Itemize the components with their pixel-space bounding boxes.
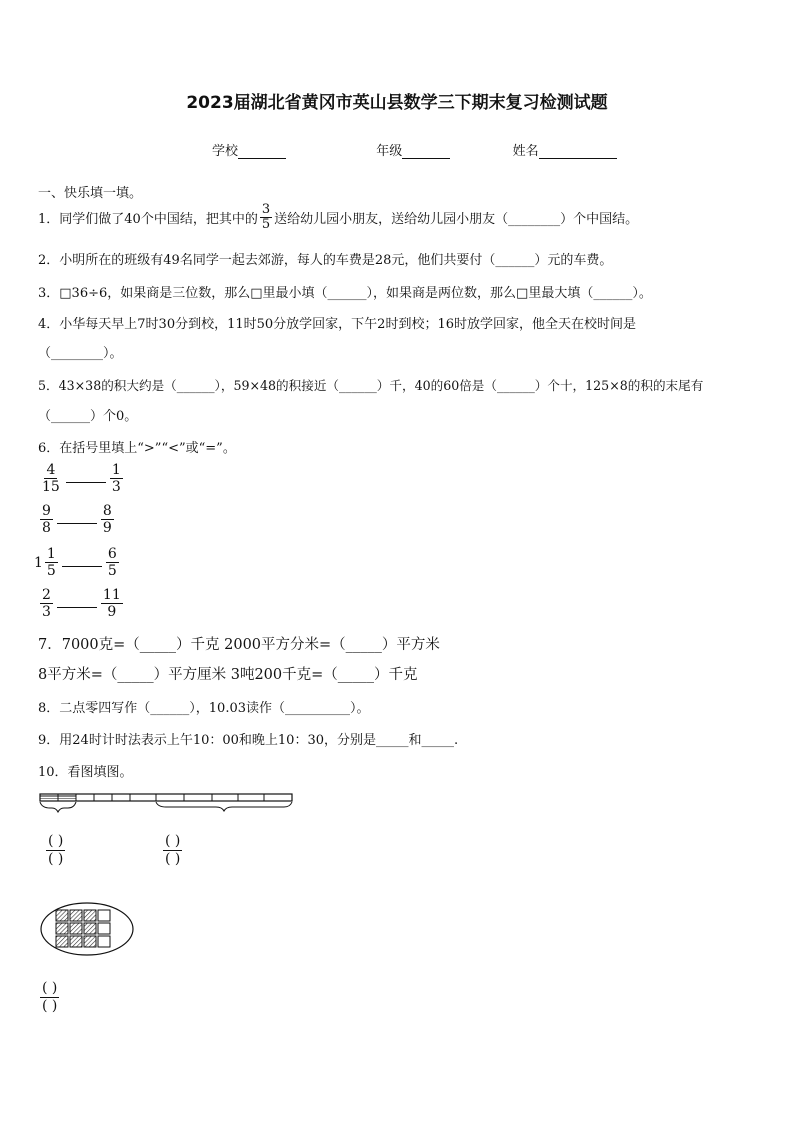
compare-row	[38, 462, 125, 495]
denominator: 3	[111, 479, 121, 495]
numerator: 8	[102, 503, 112, 519]
school-label: 学校	[212, 144, 239, 159]
question-4-line-1: 4．小华每天早上7时30分到校，11时50分放学回家，下午2时到校；16时放学回家，他全天在校时间是	[38, 317, 636, 332]
compare-blank[interactable]	[66, 482, 106, 483]
school-field[interactable]	[238, 144, 286, 159]
denominator: 5	[46, 563, 56, 579]
question-9: 9．用24时计时法表示上午10：00和晚上10：30，分别是_____和_____.	[38, 733, 459, 748]
numerator-blank[interactable]: ( )	[48, 833, 64, 849]
denominator: 9	[107, 604, 117, 620]
numerator: 11	[102, 587, 121, 603]
question-1	[38, 203, 638, 232]
compare-blank[interactable]	[62, 566, 102, 567]
q1-text-post: 送给幼儿园小朋友，送给幼儿园小朋友（________）个中国结。	[274, 212, 639, 227]
left-fraction	[40, 462, 62, 495]
student-info-row	[212, 140, 617, 159]
question-5-line-1: 5．43×38的积大约是（______），59×48的积接近（______）千，40的60倍是（______）个十，125×8的积的末尾有	[38, 378, 704, 393]
left-fraction	[40, 587, 53, 620]
right-fraction	[106, 546, 119, 579]
numerator-blank[interactable]: ( )	[42, 980, 58, 996]
section-heading: 一、快乐填一填。	[38, 186, 143, 201]
compare-row	[38, 587, 125, 620]
answer-fraction-blank[interactable]	[46, 833, 65, 868]
whole-number: 1	[34, 554, 43, 571]
question-7-line-2: 8平方米=（_____）平方厘米 3吨200千克=（_____）千克	[38, 667, 418, 683]
question-10: 10．看图填图。	[38, 765, 133, 780]
numerator: 4	[46, 462, 56, 478]
question-5-line-2: （______）个0。	[38, 409, 138, 424]
question-4-line-2: （________）。	[38, 346, 123, 361]
denominator-blank[interactable]: ( )	[42, 998, 58, 1014]
grade-field[interactable]	[402, 144, 450, 159]
compare-blank[interactable]	[57, 523, 97, 524]
fraction-numerator: 3	[261, 202, 271, 217]
right-fraction	[101, 587, 123, 620]
question-2: 2．小明所在的班级有49名同学一起去郊游，每人的车费是28元，他们共要付（______）元的车费。	[38, 253, 613, 268]
denominator: 15	[42, 479, 60, 495]
numerator: 6	[107, 546, 117, 562]
fraction-denominator: 5	[261, 217, 271, 232]
numerator-blank[interactable]: ( )	[165, 833, 181, 849]
answer-fraction-blank[interactable]	[40, 980, 59, 1015]
numerator: 1	[111, 462, 121, 478]
q1-text-pre: 1．同学们做了40个中国结，把其中的	[38, 212, 258, 227]
oval-grid-figure	[38, 900, 136, 958]
numerator: 2	[42, 587, 51, 603]
right-fraction	[101, 503, 114, 536]
denominator-blank[interactable]: ( )	[165, 851, 181, 867]
question-8: 8．二点零四写作（______），10.03读作（__________）。	[38, 701, 370, 716]
question-7-line-1: 7．7000克=（_____）千克 2000平方分米=（_____）平方米	[38, 637, 440, 653]
denominator: 9	[102, 520, 112, 536]
name-field[interactable]	[539, 144, 617, 159]
question-6: 6．在括号里填上“>”“<”或“=”。	[38, 441, 236, 456]
compare-blank[interactable]	[57, 607, 97, 608]
denominator: 5	[107, 563, 117, 579]
q1-fraction	[260, 203, 272, 232]
denominator: 8	[42, 520, 51, 536]
question-3: 3．□36÷6，如果商是三位数，那么□里最小填（______），如果商是两位数，那么□里最大填（______）。	[38, 286, 652, 301]
name-label: 姓名	[512, 144, 539, 159]
numerator: 1	[46, 546, 56, 562]
denominator-blank[interactable]: ( )	[48, 851, 64, 867]
denominator: 3	[42, 604, 51, 620]
page-title: 2023届湖北省黄冈市英山县数学三下期末复习检测试题	[186, 93, 608, 113]
right-fraction	[110, 462, 123, 495]
compare-row	[34, 546, 121, 579]
grade-label: 年级	[376, 144, 403, 159]
left-fraction	[45, 546, 58, 579]
segmented-bar-figure	[36, 788, 298, 818]
answer-fraction-blank[interactable]	[163, 833, 182, 868]
compare-row	[38, 503, 116, 536]
numerator: 9	[42, 503, 51, 519]
left-fraction	[40, 503, 53, 536]
